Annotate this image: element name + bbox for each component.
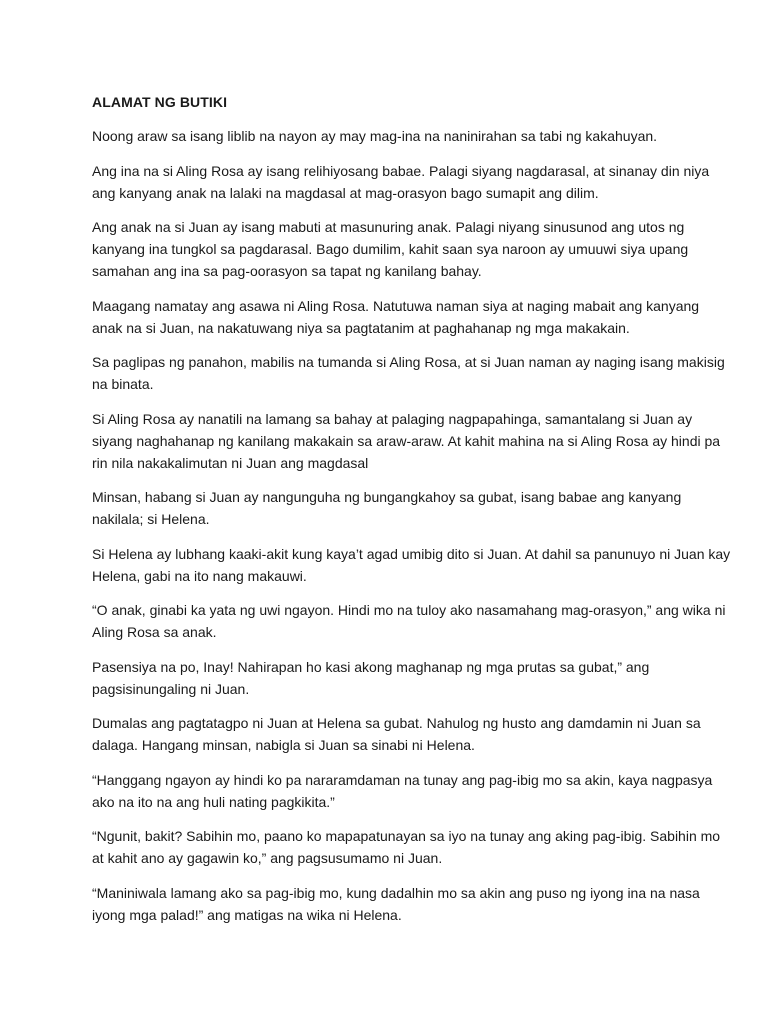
paragraph-7: Minsan, habang si Juan ay nangunguha ng bungangkahoy sa gubat, isang babae ang kanyang nakilala; si Helena. bbox=[92, 489, 682, 527]
document-body bbox=[92, 92, 732, 938]
paragraph-8: Si Helena ay lubhang kaaki-akit kung kaya’t agad umibig dito si Juan. At dahil sa panunuyo ni Juan kay Helena, gabi na ito nang makauwi. bbox=[92, 545, 731, 584]
paragraph-10: Pasensiya na po, Inay! Nahirapan ho kasi akong maghanap ng mga prutas sa gubat,” ang pagsisinungaling ni Juan. bbox=[92, 658, 650, 697]
paragraph-5: Sa paglipas ng panahon, mabilis na tumanda si Aling Rosa, at si Juan naman ay naging isang makisig na binata. bbox=[92, 354, 725, 392]
document-title: ALAMAT NG BUTIKI bbox=[92, 94, 228, 110]
paragraph-11: Dumalas ang pagtatagpo ni Juan at Helena sa gubat. Nahulog ng husto ang damdamin ni Juan sa dalaga. Hangang minsan, nabigla si Juan sa sinabi ni Helena. bbox=[92, 715, 701, 753]
paragraph-1: Noong araw sa isang liblib na nayon ay may mag-ina na naninirahan sa tabi ng kakahuyan. bbox=[92, 128, 658, 144]
paragraph-2: Ang ina na si Aling Rosa ay isang relihiyosang babae. Palagi siyang nagdarasal, at sinanay din niya ang kanyang anak na lalaki na magdasal at mag-orasyon bago sumapit ang dilim. bbox=[92, 162, 710, 201]
paragraph-14: “Maniniwala lamang ako sa pag-ibig mo, kung dadalhin mo sa akin ang puso ng iyong ina na nasa iyong mga palad!” ang matigas na wika ni Helena. bbox=[92, 884, 700, 923]
paragraph-12: “Hanggang ngayon ay hindi ko pa nararamdaman na tunay ang pag-ibig mo sa akin, kaya nagpasya ako na ito na ang huli nating pagkikita.” bbox=[92, 771, 713, 810]
paragraph-6: Si Aling Rosa ay nanatili na lamang sa bahay at palaging nagpapahinga, samantalang si Juan ay siyang naghahanap ng kanilang makakain sa araw-araw. At kahit mahina na si Aling Rosa ay hindi pa rin nila nakakalimutan ni Juan ang magdasal bbox=[92, 410, 721, 471]
paragraph-13: “Ngunit, bakit? Sabihin mo, paano ko mapapatunayan sa iyo na tunay ang aking pag-ibig. Sabihin mo at kahit ano ay gagawin ko,” ang pagsusumamo ni Juan. bbox=[92, 828, 721, 866]
paragraph-9: “O anak, ginabi ka yata ng uwi ngayon. Hindi mo na tuloy ako nasamahang mag-orasyon,” ang wika ni Aling Rosa sa anak. bbox=[92, 602, 726, 640]
paragraph-4: Maagang namatay ang asawa ni Aling Rosa. Natutuwa naman siya at naging mabait ang kanyang anak na si Juan, na nakatuwang niya sa pagtatanim at paghahanap ng mga makakain. bbox=[92, 297, 700, 336]
paragraph-3: Ang anak na si Juan ay isang mabuti at masunuring anak. Palagi niyang sinusunod ang utos ng kanyang ina tungkol sa pagdarasal. Bago dumilim, kahit saan sya naroon ay umuuwi siya upang samahan ang ina sa pag-oorasyon sa tapat ng kanilang bahay. bbox=[92, 219, 689, 279]
